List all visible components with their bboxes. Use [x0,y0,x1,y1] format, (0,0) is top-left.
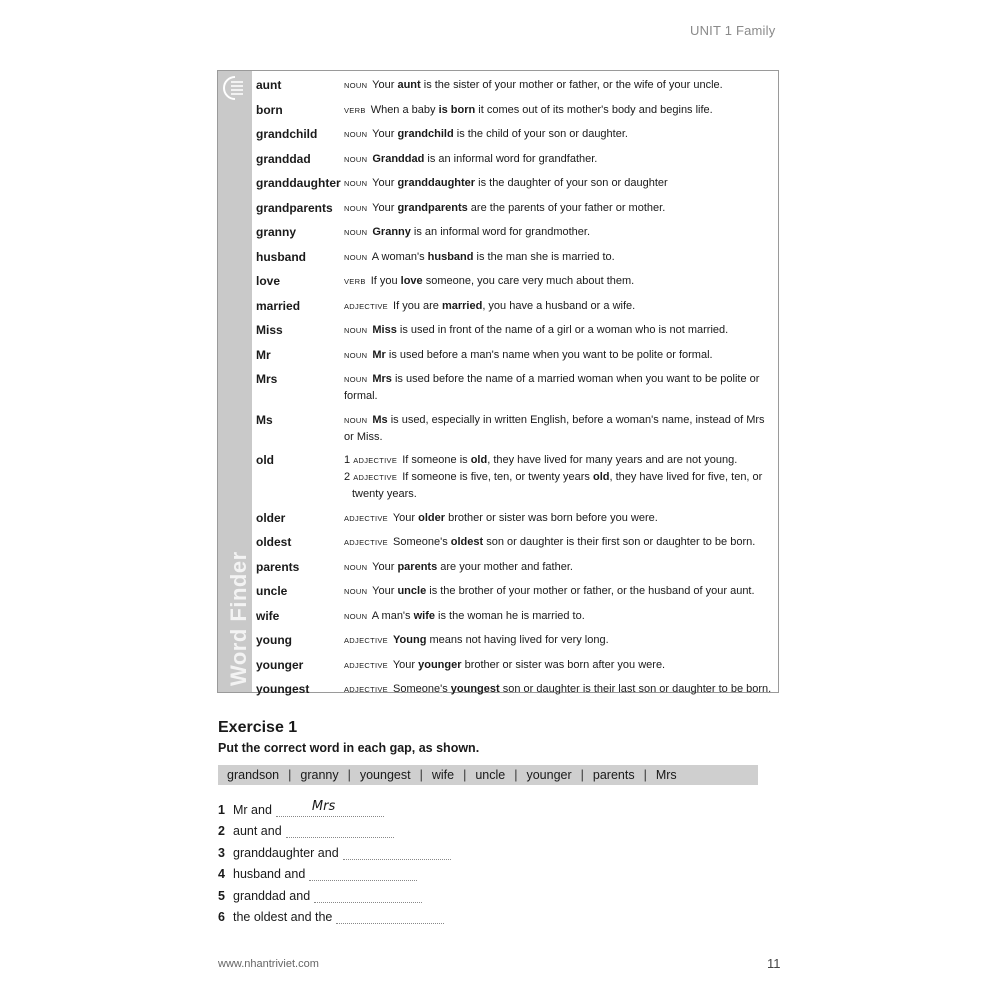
entry-word: Miss [256,323,283,337]
word-finder-sidebar [218,71,252,692]
headword-bold: wife [413,609,435,622]
definition-sense [344,300,635,312]
word-entry [256,534,772,551]
definition-sense [344,324,728,336]
definition-text: is the woman he is married to. [435,609,585,622]
book-list-icon [222,75,248,101]
separator: | [580,768,584,782]
entry-word: youngest [256,682,310,696]
definition-text: Your [372,560,398,573]
exercise-items [218,795,451,924]
word-entry [256,412,772,445]
entry-word: born [256,102,283,117]
definition-text: is an informal word for grandmother. [410,226,591,238]
part-of-speech: ADJECTIVE [353,473,398,482]
item-number: 4 [218,867,225,881]
definition-text: is the child of your son or daughter. [453,128,628,140]
entry-definition [344,200,772,217]
exercise-instruction: Put the correct word in each gap, as shown. [218,741,480,755]
definition-sense [344,659,665,671]
definition-sense [344,683,771,695]
definition-text: is the brother of your mother or father, or the husband of your aunt. [426,585,755,597]
word-entry [256,175,772,192]
entry-word: Mr [256,347,271,362]
entry-word: aunt [256,78,282,92]
part-of-speech: NOUN [344,375,368,384]
headword-bold: grandchild [397,128,454,140]
entry-definition [344,371,772,404]
entry-definition [344,77,772,94]
part-of-speech: ADJECTIVE [344,538,388,547]
word-entry [256,151,772,168]
entry-definition [344,347,772,364]
definition-text: Your [372,128,398,140]
entry-word: love [256,274,281,288]
entry-definition [344,608,772,625]
definition-text: Your [372,201,398,214]
headword-bold: grandparents [397,201,468,214]
entry-word: married [256,298,301,313]
exercise-item [218,903,451,925]
definition-text: Your [392,658,419,671]
word-entry [256,632,772,649]
entry-word: uncle [256,584,288,598]
word-bank-item: grandson [227,768,280,782]
part-of-speech: NOUN [344,562,368,572]
entry-word: younger [256,657,304,672]
definition-text: is used before a man's name when you want to be polite or formal. [385,348,713,361]
part-of-speech: NOUN [344,81,368,90]
definition-text: it comes out of its mother's body and begins life. [475,103,713,116]
headword-bold: Granddad [372,152,425,165]
part-of-speech: NOUN [344,203,368,213]
headword-bold: married [441,299,483,312]
part-of-speech: NOUN [344,587,368,596]
entry-definition [344,412,772,445]
exercise-item [218,817,451,839]
answer-gap[interactable] [286,823,394,838]
definition-text: If someone is [402,454,471,466]
word-finder-list [256,77,772,706]
definition-sense [344,349,713,361]
entry-definition [344,632,772,649]
headword-bold: oldest [450,536,484,548]
headword-bold: Young [393,634,427,646]
word-entry [256,249,772,266]
definition-text: Your [392,511,419,524]
headword-bold: old [592,471,610,483]
definition-text: A woman's [371,250,428,263]
definition-text: is used in front of the name of a girl or a woman who is not married. [396,324,729,336]
unit-header: UNIT 1 Family [690,23,776,38]
word-entry [256,583,772,600]
word-entry [256,224,772,241]
word-entry [256,102,772,119]
headword-bold: love [400,275,423,287]
item-prompt: aunt and [233,824,282,838]
part-of-speech: NOUN [344,326,368,335]
definition-text: If someone is five, ten, or twenty years [402,471,593,483]
word-entry [256,200,772,217]
word-bank-item: uncle [475,768,506,782]
entry-word: wife [256,608,280,623]
entry-word: granddad [256,151,311,166]
word-bank-item: wife [431,768,455,782]
word-bank-item: Mrs [655,768,677,782]
entry-definition [344,322,772,339]
word-bank [218,765,758,785]
entry-word: young [256,633,292,647]
entry-definition [344,534,772,551]
sense-number: 2 [344,471,351,483]
word-bank-item: youngest [359,768,411,782]
definition-sense [344,251,615,263]
separator: | [347,768,351,782]
exercise-item [218,795,451,817]
separator: | [288,768,292,782]
item-number: 3 [218,845,225,860]
headword-bold: old [470,454,488,466]
headword-bold: granddaughter [397,177,476,189]
part-of-speech: NOUN [344,154,368,164]
answer-gap[interactable] [343,845,451,860]
headword-bold: husband [427,250,474,263]
entry-word: husband [256,249,306,264]
definition-text: , they have lived for many years and are not young. [487,454,738,466]
word-finder-box [217,70,779,696]
definition-text: means not having lived for very long. [426,634,609,646]
definition-sense [344,469,772,502]
item-number: 5 [218,888,225,903]
word-bank-item: granny [300,768,339,782]
definition-text: are your mother and father. [437,560,573,573]
word-entry [256,322,772,339]
headword-bold: aunt [397,79,421,91]
part-of-speech: NOUN [344,179,368,188]
definition-sense [344,561,573,573]
entry-word: granddaughter [256,176,341,190]
definition-text: is the sister of your mother or father, or the wife of your uncle. [420,79,723,91]
entry-word: Mrs [256,372,278,386]
footer-url: www.nhantriviet.com [218,958,319,970]
entry-word: parents [256,559,300,574]
headword-bold: Mr [372,348,386,361]
definition-text: is the daughter of your son or daughter [475,177,668,189]
entry-definition [344,175,772,192]
exercise-title: Exercise 1 [218,719,298,736]
entry-word: grandchild [256,127,318,141]
entry-definition [344,681,772,698]
definition-text: is the man she is married to. [473,250,615,263]
entry-word: oldest [256,535,292,549]
part-of-speech: NOUN [344,228,368,237]
exercise-item [218,881,451,903]
sense-number: 1 [344,454,351,466]
definition-sense [344,226,590,238]
definition-sense [344,634,609,646]
separator: | [514,768,518,782]
entry-definition [344,249,772,266]
definition-text: brother or sister was born before you were. [445,511,658,524]
definition-sense [344,153,597,165]
entry-word: grandparents [256,200,333,215]
headword-bold: parents [397,560,438,573]
part-of-speech: NOUN [344,611,368,621]
part-of-speech: ADJECTIVE [344,636,388,645]
part-of-speech: ADJECTIVE [344,660,388,670]
entry-definition [344,102,772,119]
part-of-speech: NOUN [344,415,368,425]
headword-bold: youngest [450,683,500,695]
entry-definition [344,224,772,241]
definition-text: , they have lived for five, ten, or twenty years. [352,471,763,500]
definition-text: son or daughter is their first son or daughter to be born. [483,536,756,548]
definition-text: Someone's [393,536,451,548]
entry-word: granny [256,225,297,239]
entry-definition [344,657,772,674]
definition-sense [344,452,772,469]
separator: | [419,768,423,782]
answer-gap[interactable] [314,888,422,903]
headword-bold: Ms [372,413,388,426]
definition-text: If you are [393,299,442,312]
exercise-item [218,860,451,882]
exercise-item [218,838,451,860]
separator: | [463,768,467,782]
part-of-speech: NOUN [344,252,368,262]
definition-text: Your [372,177,398,189]
definition-text: If you [370,275,401,287]
definition-sense [344,177,668,189]
word-entry [256,681,772,698]
part-of-speech: VERB [344,105,366,115]
definition-text: is used, especially in written English, before a woman's name, instead of Mrs or Miss. [344,413,765,443]
word-entry [256,371,772,404]
definition-text: , you have a husband or a wife. [482,299,636,312]
definition-sense [344,79,723,91]
word-entry [256,559,772,576]
separator: | [643,768,647,782]
definition-sense [344,414,765,443]
definition-sense [344,128,628,140]
item-prompt: the oldest and the [233,910,333,924]
word-finder-label: Word Finder [226,551,251,686]
definition-text: are the parents of your father or mother. [467,201,666,214]
part-of-speech: NOUN [344,130,368,139]
item-number: 1 [218,802,225,817]
item-prompt: granddaughter and [233,845,339,860]
definition-text: Someone's [393,683,451,695]
definition-text: A man's [371,609,414,622]
answer-gap[interactable] [309,866,417,881]
entry-definition [344,151,772,168]
word-entry [256,657,772,674]
part-of-speech: VERB [344,277,366,286]
item-prompt: husband and [233,867,306,881]
entry-definition [344,452,772,502]
definition-sense [344,373,759,402]
word-entry [256,273,772,290]
part-of-speech: NOUN [344,350,368,360]
word-entry [256,347,772,364]
word-bank-item: younger [526,768,572,782]
word-entry [256,608,772,625]
word-entry [256,126,772,143]
headword-bold: Granny [372,226,411,238]
definition-sense [344,202,665,214]
entry-definition [344,126,772,143]
part-of-speech: ADJECTIVE [344,685,388,694]
headword-bold: uncle [397,585,427,597]
answer-gap[interactable] [336,909,444,924]
definition-text: is used before the name of a married woman when you want to be polite or formal. [344,373,760,402]
definition-text: Your [372,79,398,91]
item-number: 6 [218,910,225,924]
answer-gap[interactable] [276,798,384,817]
word-entry [256,510,772,527]
definition-text: someone, you care very much about them. [422,275,635,287]
definition-sense [344,104,713,116]
headword-bold: is born [438,103,476,116]
entry-definition [344,559,772,576]
part-of-speech: ADJECTIVE [344,513,388,523]
definition-text: brother or sister was born after you were. [461,658,666,671]
entry-word: Ms [256,412,273,427]
handwritten-answer: Mrs [311,798,336,814]
part-of-speech: ADJECTIVE [353,456,398,465]
definition-sense [344,275,634,287]
item-prompt: Mr and [233,802,272,817]
entry-definition [344,510,772,527]
definition-text: Your [372,585,398,597]
entry-word: old [256,453,274,467]
definition-text: son or daughter is their last son or daughter to be born. [499,683,772,695]
part-of-speech: ADJECTIVE [344,301,388,311]
word-entry [256,452,772,502]
definition-sense [344,585,755,597]
definition-text: is an informal word for grandfather. [424,152,598,165]
headword-bold: older [418,511,446,524]
definition-sense [344,536,755,548]
entry-definition [344,583,772,600]
headword-bold: Mrs [372,373,392,385]
entry-definition [344,298,772,315]
entry-definition [344,273,772,290]
headword-bold: younger [418,658,462,671]
item-prompt: granddad and [233,888,311,903]
word-entry [256,298,772,315]
definition-sense [344,512,658,524]
page-number: 11 [767,956,781,971]
word-bank-item: parents [592,768,635,782]
entry-word: older [256,510,286,525]
item-number: 2 [218,824,225,838]
definition-sense [344,610,585,622]
definition-text: When a baby [370,103,439,116]
word-entry [256,77,772,94]
headword-bold: Miss [372,324,397,336]
